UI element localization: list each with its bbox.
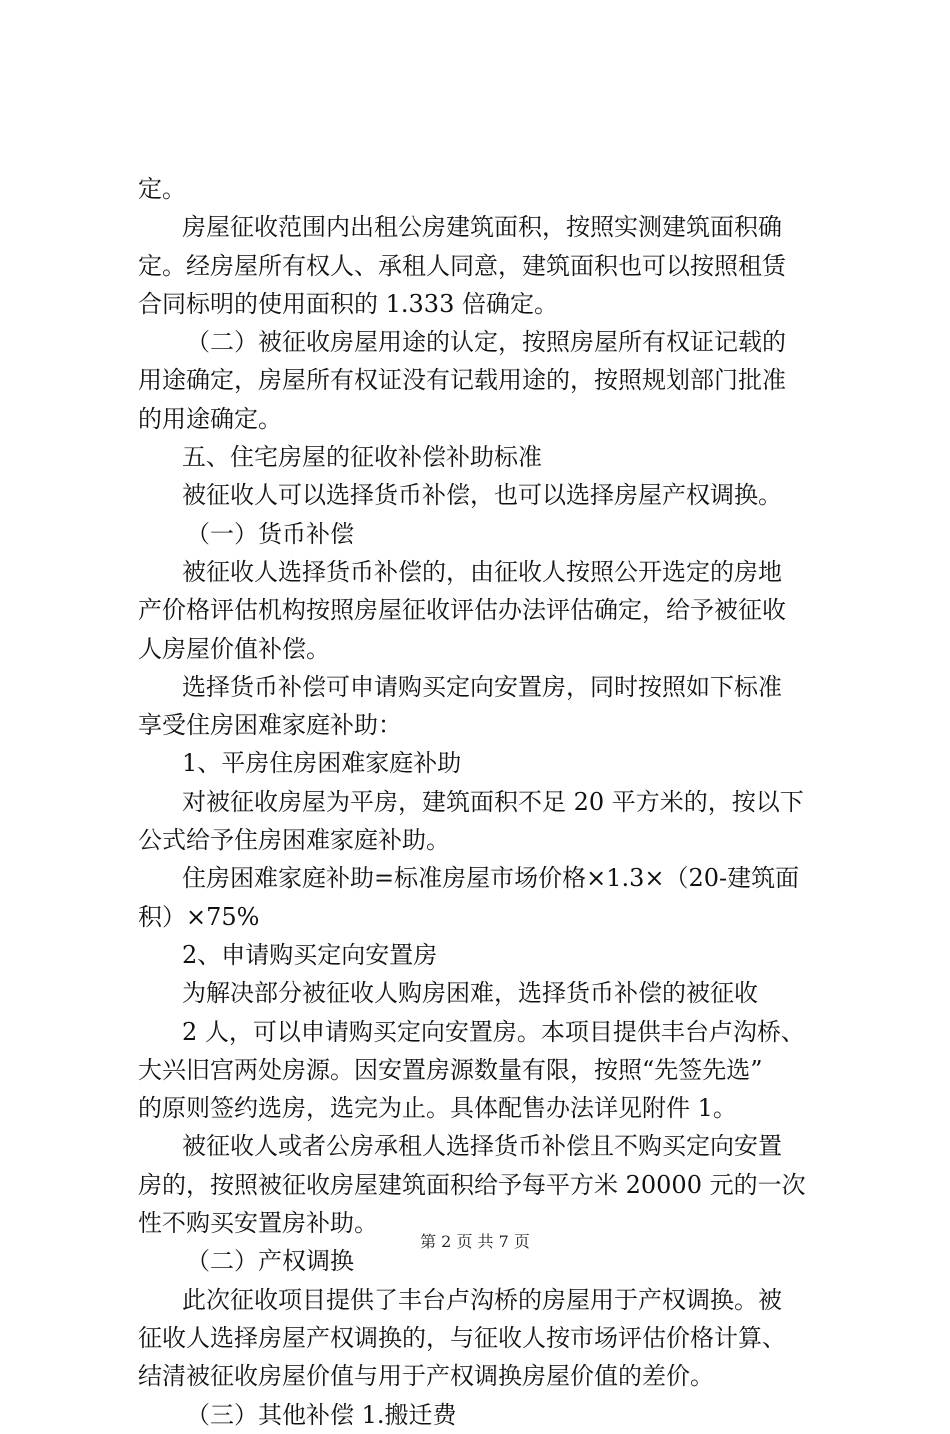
text-line: 的用途确定。 [138, 404, 282, 433]
subsection-heading: （二）产权调换 [186, 1247, 354, 1276]
subsection-heading: （三）其他补偿 1.搬迁费 [186, 1400, 457, 1429]
text-line: 合同标明的使用面积的 1.333 倍确定。 [138, 289, 558, 318]
text-line: 选择货币补偿可申请购买定向安置房，同时按照如下标准 [182, 672, 782, 701]
text-line: 定。 [138, 175, 186, 203]
text-line: 房屋征收范围内出租公房建筑面积，按照实测建筑面积确 [182, 213, 782, 242]
formula-line: 积）×75% [138, 902, 260, 931]
text-line: 被征收人选择货币补偿的，由征收人按照公开选定的房地 [182, 557, 782, 586]
list-item-heading: 2、申请购买定向安置房 [182, 940, 438, 969]
text-line: 征收人选择房屋产权调换的，与征收人按市场评估价格计算、 [138, 1323, 786, 1352]
text-line: 2 人，可以申请购买定向安置房。本项目提供丰台卢沟桥、 [182, 1017, 805, 1046]
subsection-heading: （一）货币补偿 [186, 519, 354, 548]
text-line: 人房屋价值补偿。 [138, 634, 330, 663]
list-item-heading: 1、平房住房困难家庭补助 [182, 749, 462, 778]
text-line: 享受住房困难家庭补助： [138, 711, 402, 740]
text-line: 定。经房屋所有权人、承租人同意，建筑面积也可以按照租赁 [138, 251, 786, 280]
text-line: 房的，按照被征收房屋建筑面积给予每平方米 20000 元的一次 [138, 1170, 806, 1199]
text-line: 此次征收项目提供了丰台卢沟桥的房屋用于产权调换。被 [182, 1285, 782, 1314]
text-line: 为解决部分被征收人购房困难，选择货币补偿的被征收 [182, 979, 758, 1008]
text-line: 的原则签约选房，选完为止。具体配售办法详见附件 1。 [138, 1094, 737, 1123]
page-indicator: 第 2 页 共 7 页 [420, 1232, 530, 1251]
text-line: 公式给予住房困难家庭补助。 [138, 826, 450, 855]
text-line: 用途确定，房屋所有权证没有记载用途的，按照规划部门批准 [138, 366, 786, 395]
text-line: 被征收人或者公房承租人选择货币补偿且不购买定向安置 [182, 1132, 782, 1161]
text-line: 产价格评估机构按照房屋征收评估办法评估确定，给予被征收 [138, 596, 786, 625]
formula-line: 住房困难家庭补助=标准房屋市场价格×1.3×（20-建筑面 [182, 864, 800, 893]
text-line: （二）被征收房屋用途的认定，按照房屋所有权证记载的 [186, 328, 786, 357]
page-footer [0, 1232, 950, 1252]
text-line: 对被征收房屋为平房，建筑面积不足 20 平方米的，按以下 [182, 787, 804, 816]
text-line: 性不购买安置房补助。 [138, 1209, 378, 1238]
text-line: 结清被征收房屋价值与用于产权调换房屋价值的差价。 [138, 1362, 714, 1391]
section-heading: 五、住宅房屋的征收补偿补助标准 [182, 443, 542, 472]
text-line: 被征收人可以选择货币补偿，也可以选择房屋产权调换。 [182, 481, 782, 510]
text-line: 大兴旧宫两处房源。因安置房源数量有限，按照“先签先选” [138, 1055, 763, 1084]
